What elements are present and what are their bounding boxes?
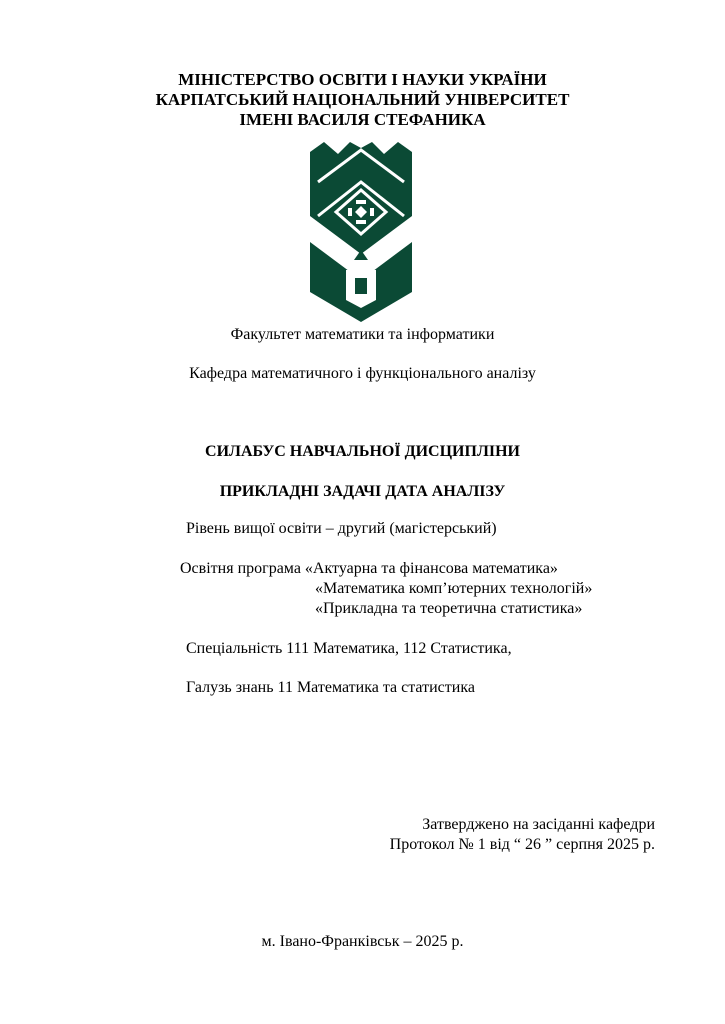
city-year-footer: м. Івано-Франківськ – 2025 р. [261,933,464,950]
specialty: Спеціальність 111 Математика, 112 Статистика, [186,640,512,657]
approval-line-1: Затверджено на засіданні кафедри [422,816,655,833]
department-name: Кафедра математичного і функціонального аналізу [189,365,536,382]
education-level: Рівень вищої освіти – другий (магістерський) [186,520,497,537]
program-line-3: «Прикладна та теоретична статистика» [315,600,583,617]
course-title: ПРИКЛАДНІ ЗАДАЧІ ДАТА АНАЛІЗУ [219,483,506,500]
approval-line-2: Протокол № 1 від “ 26 ” серпня 2025 р. [389,836,655,853]
syllabus-title: СИЛАБУС НАВЧАЛЬНОЇ ДИСЦИПЛІНИ [205,443,520,460]
faculty-name: Факультет математики та інформатики [230,326,495,343]
ministry-heading: МІНІСТЕРСТВО ОСВІТИ І НАУКИ УКРАЇНИ [178,70,547,89]
program-line-2: «Математика комп’ютерних технологій» [315,580,593,597]
program-line-1: Освітня програма «Актуарна та фінансова математика» [180,560,558,577]
field-of-knowledge: Галузь знань 11 Математика та статистика [186,679,475,696]
university-emblem-icon [310,142,412,322]
university-name-heading: ІМЕНІ ВАСИЛЯ СТЕФАНИКА [239,110,486,129]
university-heading: КАРПАТСЬКИЙ НАЦІОНАЛЬНИЙ УНІВЕРСИТЕТ [155,90,570,109]
